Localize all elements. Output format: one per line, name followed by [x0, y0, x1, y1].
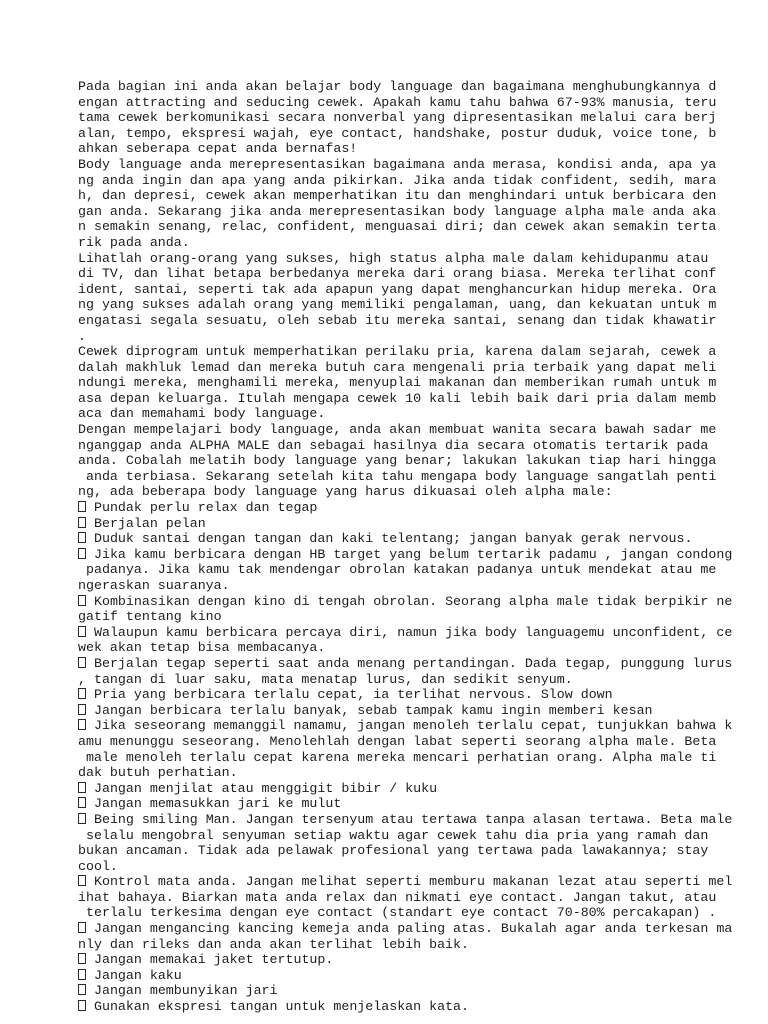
text-line: h, dan depresi, cewek akan memperhatikan itu dan menghindari untuk berbicara den [78, 188, 717, 204]
bullet-line [78, 593, 733, 610]
bullet-text: Jika seseorang memanggil namamu, jangan menoleh terlalu cepat, tunjukkan bahwa k [86, 718, 733, 734]
text-line: terlalu terkesima dengan eye contact (standart eye contact 70-80% percakapan) . [78, 905, 717, 921]
bullet-line [78, 516, 718, 532]
bullet-line [78, 703, 718, 719]
bullet-text: Berjalan pelan [86, 515, 206, 531]
text-line: ihat bahaya. Biarkan mata anda relax dan nikmati eye contact. Jangan takut, atau [78, 889, 717, 905]
missing-glyph-bullet-icon [78, 704, 86, 715]
bullet-text: Walaupun kamu berbicara percaya diri, namun jika body languagemu unconfident, ce [86, 624, 733, 640]
missing-glyph-bullet-icon [78, 969, 86, 980]
text-line: wek akan tetap bisa membacanya. [78, 640, 326, 656]
bullet-line [78, 811, 733, 828]
text-line: Dengan mempelajari body language, anda akan membuat wanita secara bawah sadar me [78, 422, 717, 438]
missing-glyph-bullet-icon [78, 875, 86, 886]
text-line: alan, tempo, ekspresi wajah, eye contact, handshake, postur duduk, voice tone, b [78, 125, 717, 141]
missing-glyph-bullet-icon [78, 532, 86, 543]
text-line: engan attracting and seducing cewek. Apakah kamu tahu bahwa 67-93% manusia, teru [78, 94, 717, 110]
text-line: cool. [78, 858, 118, 874]
bullet-line [78, 687, 718, 703]
missing-glyph-bullet-icon [78, 595, 86, 606]
text-line: tama cewek berkomunikasi secara nonverbal yang dipresentasikan melalui cara berj [78, 110, 717, 126]
text-line: anda terbiasa. Sekarang setelah kita tahu mengapa body language sangatlah penti [78, 468, 717, 484]
text-line: ident, santai, seperti tak ada apapun yang dapat menghancurkan hidup mereka. Ora [78, 281, 717, 297]
text-line: dalah makhluk lemad dan mereka butuh cara mengenali pria terbaik yang dapat meli [78, 359, 717, 375]
bullet-text: Jika kamu berbicara dengan HB target yang belum tertarik padamu , jangan condong [86, 546, 733, 562]
missing-glyph-bullet-icon [78, 719, 86, 730]
missing-glyph-bullet-icon [78, 657, 86, 668]
text-line: Lihatlah orang-orang yang sukses, high status alpha male dalam kehidupanmu atau [78, 250, 709, 266]
bullet-text: Pundak perlu relax dan tegap [86, 500, 318, 516]
missing-glyph-bullet-icon [78, 501, 86, 512]
text-line: rik pada anda. [78, 234, 190, 250]
bullet-text: Jangan memasukkan jari ke mulut [86, 796, 342, 812]
bullet-line [78, 624, 733, 641]
missing-glyph-bullet-icon [78, 782, 86, 793]
text-line: anda. Cobalah melatih body language yang benar; lakukan lakukan tiap hari hingga [78, 453, 717, 469]
text-line: male menoleh terlalu cepat karena mereka mencari perhatian orang. Alpha male ti [78, 749, 717, 765]
missing-glyph-bullet-icon [78, 797, 86, 808]
missing-glyph-bullet-icon [78, 688, 86, 699]
bullet-text: Berjalan tegap seperti saat anda menang pertandingan. Dada tegap, punggung lurus [86, 655, 733, 671]
bullet-line [78, 500, 718, 516]
bullet-line [78, 952, 718, 968]
text-line: padanya. Jika kamu tak mendengar obrolan katakan padanya untuk mendekat atau me [78, 562, 717, 578]
missing-glyph-bullet-icon [78, 548, 86, 559]
text-line: asa depan keluarga. Itulah mengapa cewek 10 kali lebih baik dari pria dalam memb [78, 390, 717, 406]
bullet-line [78, 983, 718, 999]
text-line: . [78, 328, 86, 344]
missing-glyph-bullet-icon [78, 517, 86, 528]
text-line: di TV, dan lihat betapa berbedanya mereka dari orang biasa. Mereka terlihat conf [78, 266, 717, 282]
text-line: n semakin senang, relac, confident, menguasai diri; dan cewek akan semakin terta [78, 219, 717, 235]
bullet-text: Gunakan ekspresi tangan untuk menjelaskan kata. [86, 999, 470, 1015]
missing-glyph-bullet-icon [78, 922, 86, 933]
text-line: ndungi mereka, menghamili mereka, menyuplai makanan dan memberikan rumah untuk m [78, 375, 717, 391]
bullet-line [78, 874, 733, 890]
bullet-line [78, 718, 733, 734]
text-line: gatif tentang kino [78, 609, 222, 625]
text-line: ngeraskan suaranya. [78, 578, 230, 593]
text-line: , tangan di luar saku, mata menatap lurus, dan sedikit senyum. [78, 671, 573, 687]
bullet-line [78, 796, 718, 812]
document-body [78, 79, 733, 1015]
bullet-text: Kontrol mata anda. Jangan melihat seperti memburu makanan lezat atau seperti mel [86, 874, 733, 890]
missing-glyph-bullet-icon [78, 953, 86, 964]
bullet-line [78, 546, 733, 563]
text-line: ahkan seberapa cepat anda bernafas! [78, 141, 358, 157]
text-line: bukan ancaman. Tidak ada pelawak profesional yang tertawa pada lawakannya; stay [78, 843, 709, 859]
text-line: engatasi segala sesuatu, oleh sebab itu mereka santai, senang dan tidak khawatir [78, 312, 717, 328]
text-line: gan anda. Sekarang jika anda merepresentasikan body language alpha male anda aka [78, 203, 717, 219]
bullet-line [78, 531, 718, 547]
text-line: ng yang sukses adalah orang yang memiliki pengalaman, uang, dan kekuatan untuk m [78, 297, 717, 313]
text-line: Pada bagian ini anda akan belajar body language dan bagaimana menghubungkannya d [78, 79, 717, 94]
bullet-line [78, 781, 718, 797]
missing-glyph-bullet-icon [78, 984, 86, 995]
bullet-text: Being smiling Man. Jangan tersenyum atau tertawa tanpa alasan tertawa. Beta male [86, 811, 733, 827]
missing-glyph-bullet-icon [78, 813, 86, 824]
text-line: amu menunggu seseorang. Menolehlah dengan labat seperti seorang alpha male. Beta [78, 733, 717, 749]
missing-glyph-bullet-icon [78, 1000, 86, 1011]
bullet-text: Kombinasikan dengan kino di tengah obrolan. Seorang alpha male tidak berpikir ne [86, 593, 733, 609]
text-line: aca dan memahami body language. [78, 406, 326, 422]
bullet-text: Jangan memakai jaket tertutup. [86, 952, 334, 968]
bullet-text: Jangan kaku [86, 967, 182, 983]
bullet-line [78, 968, 718, 984]
text-line: nly dan rileks dan anda akan terlihat lebih baik. [78, 936, 469, 952]
bullet-text: Duduk santai dengan tangan dan kaki telentang; jangan banyak gerak nervous. [86, 531, 693, 547]
bullet-line [78, 655, 733, 672]
bullet-line [78, 921, 733, 937]
bullet-text: Jangan menjilat atau menggigit bibir / kuku [86, 780, 438, 796]
text-line: dak butuh perhatian. [78, 765, 238, 781]
text-line: Cewek diprogram untuk memperhatikan perilaku pria, karena dalam sejarah, cewek a [78, 344, 717, 360]
text-line: selalu mengobral senyuman setiap waktu agar cewek tahu dia pria yang ramah dan [78, 827, 709, 843]
text-line: ng, ada beberapa body language yang harus dikuasai oleh alpha male: [78, 484, 613, 500]
text-line: ng anda ingin dan apa yang anda pikirkan. Jika anda tidak confident, sedih, mara [78, 172, 717, 188]
text-line: nganggap anda ALPHA MALE dan sebagai hasilnya dia secara otomatis tertarik pada [78, 437, 709, 453]
bullet-text: Jangan membunyikan jari [86, 983, 278, 999]
text-line: Body language anda merepresentasikan bagaimana anda merasa, kondisi anda, apa ya [78, 156, 717, 172]
missing-glyph-bullet-icon [78, 626, 86, 637]
bullet-text: Pria yang berbicara terlalu cepat, ia terlihat nervous. Slow down [86, 687, 613, 703]
bullet-line [78, 999, 718, 1015]
bullet-text: Jangan mengancing kancing kemeja anda paling atas. Bukalah agar anda terkesan ma [86, 921, 733, 937]
bullet-text: Jangan berbicara terlalu banyak, sebab tampak kamu ingin memberi kesan [86, 702, 653, 718]
